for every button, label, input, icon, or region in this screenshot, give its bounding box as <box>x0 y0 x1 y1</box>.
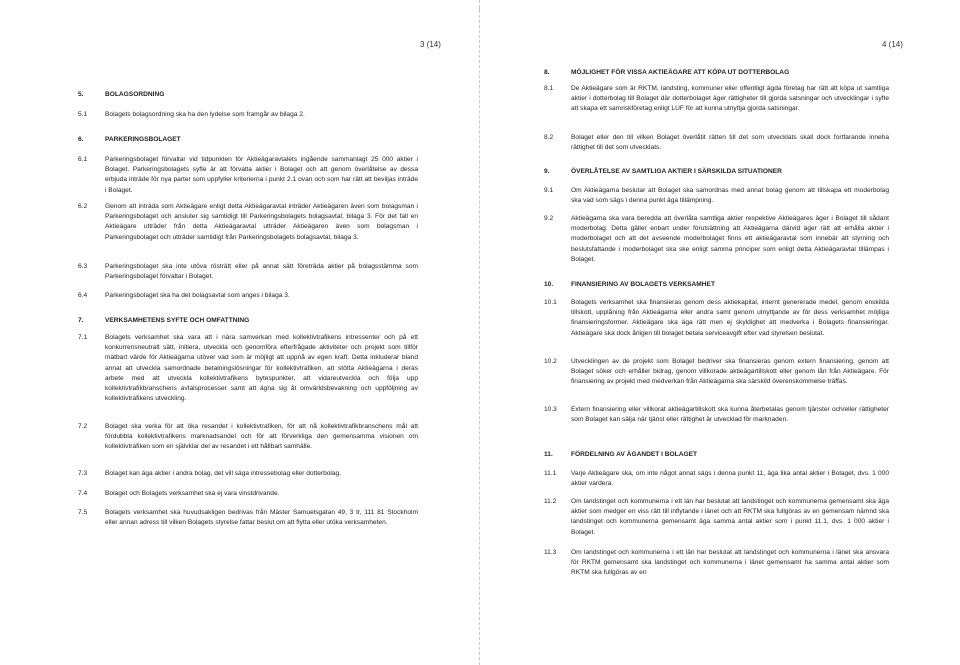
page-number: 4 (14) <box>882 40 903 49</box>
right-page: 4 (14) 8. MÖJLIGHET FÖR VISSA AKTIEÄGARE ATT KÖPA UT DOTTERBOLAG 8.1 De Aktieägare som är RKTM, landsting, kommuner eller offentligt ägda företag har rätt att köpa ut samtliga aktier i dotterbolag till Bolaget där dotterbolaget äger rättigheter till gjorda satsningar och utvecklingar i syfte att skapa ett samriskföretag enligt LUF för att kunna utnyttja gjorda satsningar. 8.2 Bolaget eller den till vilken Bolaget överlåtit rätten till det som utvecklats skall dock fortfarande inneha rättighet till det som utvecklats. 9. ÖVERLÅTELSE AV SAMTLIGA AKTIER I SÄRSKILDA SITUATIONER 9.1 Om Aktieägarna beslutar att Bolaget ska samordnas med annat bolag genom att tillskapa ett moderbolag ska vad som sägs i denna punkt äga tillämpning. 9.2 Aktieägarna ska vara beredda att överlåta samtliga aktier respektive Aktieägares äger i Bolaget till sådant moderbolag. Detta gäller enbart under förutsättning att Aktieägarna därvid äger rätt att erhålla aktier i moderbolaget och att det avseende moderbolaget finns ett aktieägaravtal som innebär att styrning och beslutsfattande i moderbolaget ska ske enligt samma principer som enligt detta Aktieägaravtal tillämpas i Bolaget. 10. FINANSIERING AV BOLAGETS VERKSAMHET 10.1 Bolagets verksamhet ska finansieras genom dess aktiekapital, internt genererade medel, genom enskilda tillskott, upplåning från Aktieägarna eller andra samt genom utnyttjande av för dess verksamhet möjliga finansieringsformer. Aktieägare ska äga rätt men ej skyldighet att medverka i Bolagets finansieringar. Aktieägare ska dock årligen till bolaget betala serviceavgift efter vad styrelsen beslutat. 10.2 Utvecklingen av de projekt som Bolaget bedriver ska finansieras genom extern finansiering, genom att Bolaget söker och erhåller bidrag, genom villkorade aktieägartillskott eller genom lån från Aktieägare. För finansiering av projekt med medverkan från Aktieägarna ska särskild överenskommelse träffas. 10.3 Extern finansiering eller villkorat aktieägartillskott ska kunna återbetalas genom tjänster och/eller rättigheter som Bolaget kan sälja när tjänst eller rättighet är utvecklad för marknaden. 11. FÖRDELNING AV ÄGANDET I BOLAGET 11.1 Varje Aktieägare ska, om inte något annat sägs i denna punkt 11, äga lika antal aktier i Bolaget, dvs. 1 000 aktier vardera. 11.2 Om landstinget och kommunerna i ett län har beslutat att landstinget och kommunerna gemensamt ska äga aktier som medger en viss rätt till inflytande i länet och att RKTM ska fullgöras av en gemensam nämnd ska landstinget och kommunerna gemensamt äga samma antal aktier som i punkt 11.1, dvs. 1 000 aktier i Bolaget. 11.3 Om landstinget och kommunerna i ett län har beslutat att landstinget och kommunerna i länet ska ansvara för RKTM gemensamt ska landstinget och kommunerna i länet gemensamt ha samma antal aktier som RKTM ska fullgöras av en <box>481 0 960 665</box>
page-divider <box>479 0 480 665</box>
page-number: 3 (14) <box>420 40 441 49</box>
left-page: 3 (14) 5. BOLAGSORDNING 5.1 Bolagets bolagsordning ska ha den lydelse som framgår av bilaga 2. 6. PARKERINGSBOLAGET 6.1 Parkeringsbolaget förvaltar vid tidpunkten för Aktieägaravtalets ingående sammanlagt 25 000 aktier i Bolaget. Parkeringsbolagets syfte är att förvalta aktier i Bolaget och att genom överlåtelse av dessa erbjuda inträde för nya parter som uppfyller kriterierna i punkt 2.1 ovan och som har rätt att beviljas inträde i Bolaget. 6.2 Genom att inträda som Aktieägare enligt detta Aktieägaravtal inträder Aktieägaren även som bolagsman i Parkeringsbolaget och ansluter sig samtidigt till Parkeringsbolagets bolagsavtal, bilaga 3. För det fall en Aktieägare utträder från detta Aktieägaravtal utträder Aktieägaren även som bolagsman i Parkeringsbolaget och utträder samtidigt från Parkeringsbolagets bolagsavtal, bilaga 3. 6.3 Parkeringsbolaget ska inte utöva rösträtt eller på annat sätt företräda aktier på bolagsstämma som Parkeringsbolaget förvaltar i Bolaget. 6.4 Parkeringsbolaget ska ha det bolagsavtal som anges i bilaga 3. 7. VERKSAMHETENS SYFTE OCH OMFATTNING 7.1 Bolagets verksamhet ska vara att i nära samverkan med kollektivtrafikens intressenter och på ett konkurrensneutralt sätt, initiera, utveckla och genomföra efterfrågade aktiviteter och projekt som tillför mätbart värde för Aktieägarna utöver vad som är möjligt att uppnå av egen kraft. Detta inkluderar bland annat att utveckla samordnade betalningslösningar för kollektivtrafiken, att stötta Aktieägarna i deras arbete med att utveckla kollektivtrafikens bytespunkter, att vidareutveckla och följa upp kollektivtrafikbranschens avtalsprocesser samt att ägna sig åt omvärldsbevakning och uppföljning av kollektivtrafikens utveckling. 7.2 Bolaget ska verka för att öka resandet i kollektivtrafiken, för att nå kollektivtrafikbranschens mål att fördubbla kollektivtrafikens marknadsandel och för att förverkliga den gemensamma visionen om kollektivtrafiken som en självklar del av resandet i ett hållbart samhälle. 7.3 Bolaget kan äga aktier i andra bolag, det vill säga intressebolag eller dotterbolag. 7.4 Bolaget och Bolagets verksamhet ska ej vara vinstdrivande. 7.5 Bolagets verksamhet ska huvudsakligen bedrivas från Mäster Samuelsgatan 49, 3 tr, 111 81 Stockholm eller annan adress till vilken Bolagets styrelse fattar beslut om att flytta eller utöka verksamheten. <box>0 0 479 665</box>
